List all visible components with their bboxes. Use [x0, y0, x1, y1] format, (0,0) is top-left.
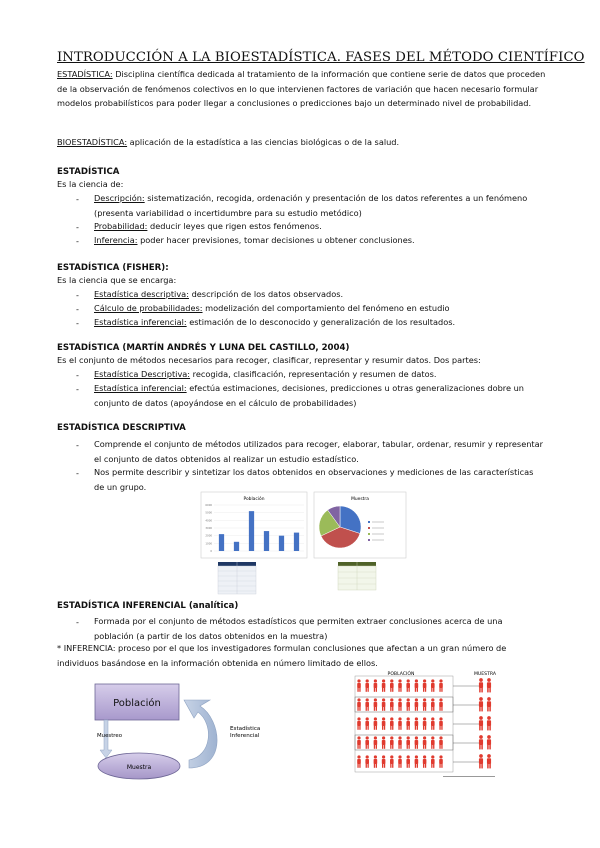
list-item: Formada por el conjunto de métodos estadísticos que permiten extraer conclusiones acerca de una población (a partir de los datos obtenidos en la muestra): [94, 616, 503, 641]
poblacion-caption: POBLACIÓN: [387, 672, 415, 677]
item-text: estimación de lo desconocido y generalización de los resultados.: [186, 317, 456, 327]
item-term: Estadística Descriptiva:: [94, 369, 191, 379]
item-term: Probabilidad:: [94, 221, 148, 231]
bullet-dash: -: [76, 468, 79, 478]
section-descriptiva-heading: ESTADÍSTICA DESCRIPTIVA: [57, 423, 186, 433]
pie-chart-slices: [319, 506, 361, 548]
list-item: [94, 315, 455, 330]
bullet-dash: -: [76, 194, 79, 204]
bullet-dash: -: [76, 290, 79, 300]
list-item: [94, 287, 343, 302]
inferencial-label: Estadística Inferencial: [230, 726, 261, 739]
y-tick-label: 6000: [205, 504, 212, 507]
item-term: Estadística descriptiva:: [94, 289, 189, 299]
bullet-dash: -: [76, 384, 79, 394]
bar: [249, 511, 254, 551]
list-item: [94, 191, 544, 220]
list-item: [94, 233, 415, 248]
list-item: Nos permite describir y sintetizar los datos obtenidos en observaciones y mediciones de las características de un grupo.: [94, 467, 534, 492]
item-term: Cálculo de probabilidades:: [94, 303, 203, 313]
section-inferencial-heading: ESTADÍSTICA INFERENCIAL (analítica): [57, 601, 239, 611]
pie-chart-title: Muestra: [351, 497, 369, 502]
item-term: Inferencia:: [94, 235, 138, 245]
item-text: recogida, clasificación, representación y resumen de datos.: [190, 369, 437, 379]
y-tick-label: 4000: [205, 519, 212, 523]
bullet-dash: -: [76, 318, 79, 328]
muestreo-label: Muestreo: [97, 733, 123, 739]
bullet-dash: -: [76, 222, 79, 232]
poblacion-label: Población: [113, 698, 161, 709]
section-martin-heading: ESTADÍSTICA (MARTÍN ANDRÉS Y LUNA DEL CASTILLO, 2004): [57, 343, 350, 353]
y-tick-label: 3000: [205, 527, 212, 530]
section-fisher-heading: ESTADÍSTICA (FISHER):: [57, 263, 169, 273]
item-term: Descripción:: [94, 193, 145, 203]
bar-data-table: [218, 562, 256, 594]
bullet-dash: -: [76, 236, 79, 246]
bar: [294, 533, 299, 551]
item-text: modelización del comportamiento del fenómeno en estudio: [202, 303, 450, 313]
bullet-dash: -: [76, 370, 79, 380]
list-item: [94, 367, 437, 382]
bullet-dash: -: [76, 304, 79, 314]
bar: [219, 534, 224, 551]
intro-term: ESTADÍSTICA:: [57, 69, 113, 79]
inferencial-label-data: Estadística Inferencial: [92, 680, 103, 681]
pie-data-table: [338, 562, 376, 590]
intro-text: Disciplina científica dedicada al tratamiento de la información que contiene serie de datos que proceden de la observación de fenómenos colectivos en lo que intervienen factores de variación que hacen necesario formular modelos probabilísticos para poder llegar a conclusiones o predicciones bajo un determinado nivel de probabilidad.: [57, 69, 546, 109]
bio-text: aplicación de la estadística a las ciencias biológicas o de la salud.: [127, 137, 400, 147]
item-text: deducir leyes que rigen estos fenómenos.: [147, 221, 322, 231]
population-sample-figure: [353, 668, 505, 782]
bullet-dash: -: [76, 440, 79, 450]
bio-term: BIOESTADÍSTICA:: [57, 137, 128, 147]
y-tick-label: 2000: [205, 534, 212, 538]
y-tick-label: 1000: [205, 542, 212, 546]
list-item: [94, 301, 450, 316]
curved-arrow-icon: [184, 700, 217, 768]
bullet-dash: -: [76, 617, 79, 627]
inferencia-note: * INFERENCIA: proceso por el que los investigadores formulan conclusiones que afectan a un gran número de individuos basándose en la información obtenida en número limitado de ellos.: [57, 643, 507, 668]
item-term: Estadística inferencial:: [94, 317, 187, 327]
item-text: sistematización, recogida, ordenación y presentación de los datos referentes a un fenómeno (presenta variabilidad o incertidumbre para su estudio metódico): [94, 193, 528, 218]
list-item: [94, 219, 322, 234]
bar: [234, 542, 239, 551]
intro-paragraph: [57, 67, 547, 111]
muestra-label: Muestra: [126, 764, 152, 771]
descriptive-charts-figure: [200, 491, 408, 597]
bar: [264, 531, 269, 551]
inference-diagram: [92, 680, 282, 786]
muestra-caption: MUESTRA: [473, 672, 497, 677]
list-item: Comprende el conjunto de métodos utilizados para recoger, elaborar, tabular, ordenar, resumir y representar el conjunto de datos obtenidos al realizar un estudio estadístico.: [94, 439, 544, 464]
section-fisher-lead: Es la ciencia que se encarga:: [57, 275, 177, 285]
section-estadistica-heading: ESTADÍSTICA: [57, 167, 120, 177]
bio-paragraph: [57, 135, 547, 150]
page-title: INTRODUCCIÓN A LA BIOESTADÍSTICA. FASES DEL MÉTODO CIENTÍFICO: [57, 50, 585, 65]
y-tick-label: 5000: [205, 511, 212, 515]
section-martin-lead: Es el conjunto de métodos necesarios para recoger, clasificar, representar y resumir datos. Dos partes:: [57, 355, 481, 365]
y-tick-label: 0: [210, 550, 212, 553]
item-text: poder hacer previsiones, tomar decisiones u obtener conclusiones.: [137, 235, 415, 245]
credit-line: [443, 776, 495, 777]
item-term: Estadística inferencial:: [94, 383, 187, 393]
down-arrow-icon: [100, 720, 112, 758]
item-text: efectúa estimaciones, decisiones, predicciones u otras generalizaciones dobre un conjunto de datos (apoyándose en el cálculo de probabilidades): [94, 383, 524, 408]
list-item: [94, 381, 544, 410]
section-estadistica-lead: Es la ciencia de:: [57, 179, 124, 189]
bar-chart-title: Población: [243, 497, 265, 502]
item-text: descripción de los datos observados.: [188, 289, 344, 299]
bar: [279, 536, 284, 551]
